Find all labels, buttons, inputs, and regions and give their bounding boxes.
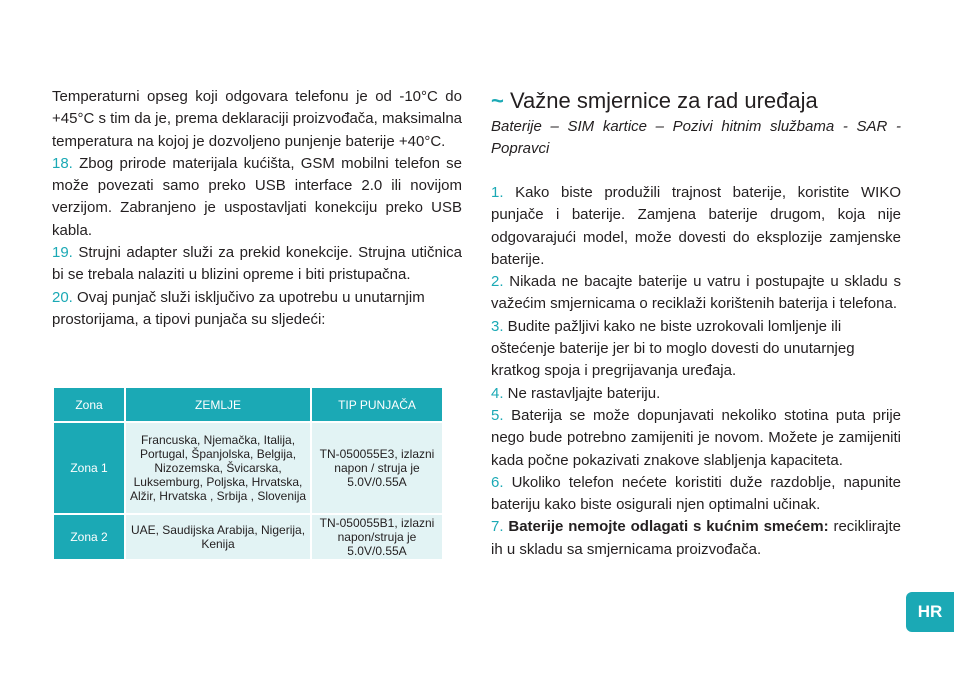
left-column (52, 86, 462, 331)
item-text: Ovaj punjač služi isključivo za upotrebu u unutarnjim prostorijama, a tipovi punjača su sljedeći: (52, 288, 425, 328)
charger-table (52, 386, 444, 561)
countries-cell: Francuska, Njemačka, Italija, Portugal, Španjolska, Belgija, Nizozemska, Švicarska, Luksemburg, Poljska, Hrvatska, Alžir, Hrvatska , Srbija , Slovenija (125, 422, 311, 514)
list-item (491, 383, 901, 405)
table-row (53, 514, 443, 560)
zone-cell: Zona 2 (53, 514, 125, 560)
item-number: 6. (491, 473, 504, 491)
table-row (53, 422, 443, 514)
item-number: 19. (52, 244, 73, 262)
item-number: 5. (491, 406, 504, 424)
countries-cell: UAE, Saudijska Arabija, Nigerija, Kenija (125, 514, 311, 560)
list-item (491, 271, 901, 316)
list-item (491, 516, 901, 561)
header-zone: Zona (53, 387, 125, 422)
right-column (491, 86, 901, 561)
item-text: Budite pažljivi kako ne biste uzrokovali lomljenje ili oštećenje baterije jer bi to moglo dovesti do unutarnjeg kratkog spoja i pregrijavanja uređaja. (491, 317, 855, 380)
item-text: Nikada ne bacajte baterije u vatru i postupajte u skladu s važećim smjernicama o reciklaži korištenih baterija i telefona. (491, 273, 901, 313)
item-text: Zbog prirode materijala kućišta, GSM mobilni telefon se može povezati samo preko USB interface 2.0 ili novijom verzijom. Zabranjeno je uspostavljati konekciju preko USB kabla. (52, 154, 462, 239)
list-item (491, 472, 901, 517)
item-text: Strujni adapter služi za prekid konekcije. Strujna utičnica bi se trebala nalaziti u blizini opreme i biti pristupačna. (52, 244, 462, 284)
item-text: Ne rastavljajte bateriju. (503, 384, 661, 402)
intro-paragraph: Temperaturni opseg koji odgovara telefonu je od -10°C do +45°C s tim da je, prema deklaraciji proizvođača, maksimalna temperatura na kojoj je dozvoljeno punjenje baterije +40°C. (52, 88, 462, 150)
item-number: 2. (491, 273, 504, 291)
item-number: 3. (491, 317, 504, 335)
title-tilde: ~ (491, 88, 504, 113)
item-bold-text: Baterije nemojte odlagati s kućnim smećem: (503, 518, 829, 536)
spacer (491, 160, 901, 182)
item-number: 7. (491, 518, 504, 536)
item-number: 20. (52, 288, 73, 306)
section-subtitle: Baterije – SIM kartice – Pozivi hitnim službama - SAR - Popravci (491, 118, 901, 157)
item-number: 18. (52, 154, 73, 172)
language-badge: HR (906, 592, 954, 632)
item-number: 1. (491, 184, 504, 201)
table-header-row (53, 387, 443, 422)
zone-cell: Zona 1 (53, 422, 125, 514)
item-text: Kako biste produžili trajnost baterije, koristite WIKO punjače i baterije. Zamjena baterije drugom, koja nije odgovarajući model, može dovesti do eksplozije zamjenske baterije. (491, 184, 901, 268)
item-text: Baterija se može dopunjavati nekoliko stotina puta prije nego bude potrebno zamijeniti je novom. Možete je zamijeniti kada počne pokazivati znakove slabljenja kapaciteta. (491, 406, 901, 469)
list-item (491, 316, 901, 383)
list-item (52, 287, 462, 332)
title-text: Važne smjernice za rad uređaja (503, 88, 818, 113)
item-text: reciklirajte ih u skladu sa smjernicama proizvođača. (491, 518, 901, 558)
list-item (491, 405, 901, 472)
item-text: Ukoliko telefon nećete koristiti duže razdoblje, napunite bateriju kako biste osigurali njen optimalni učinak. (491, 473, 901, 514)
list-item (52, 153, 462, 242)
item-number: 4. (491, 384, 504, 402)
list-item (491, 182, 901, 271)
header-charger: TIP PUNJAČA (311, 387, 443, 422)
charger-cell: TN-050055E3, izlazni napon / struja je 5.0V/0.55A (311, 422, 443, 514)
header-countries: ZEMLJE (125, 387, 311, 422)
section-title (491, 86, 901, 116)
list-item (52, 242, 462, 287)
charger-cell: TN-050055B1, izlazni napon/struja je 5.0V/0.55A (311, 514, 443, 560)
